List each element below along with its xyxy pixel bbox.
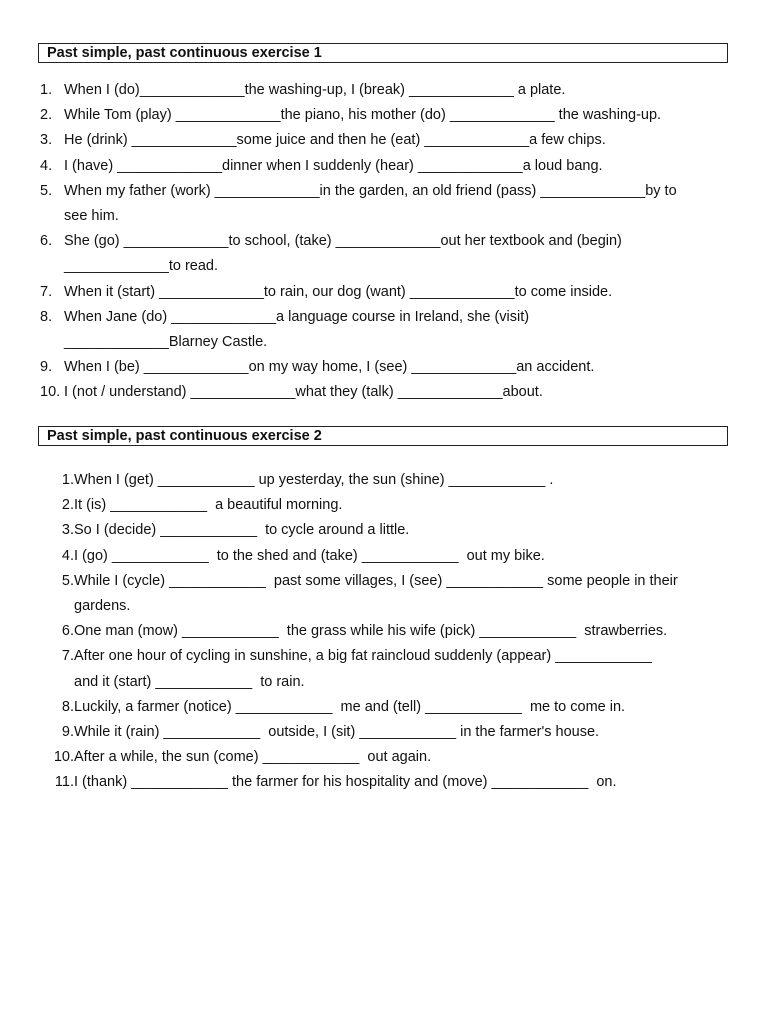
item-text-continued: and it (start) ____________ to rain. [74,673,305,690]
item-number: 7. [61,648,74,665]
item-number: 4. [61,547,74,564]
item-number: 7. [40,283,53,300]
exercise-item [40,229,730,279]
exercise-item [40,569,730,619]
exercise-2-title: Past simple, past continuous exercise 2 [38,426,728,446]
item-text: She (go) _____________to school, (take) _____________out her textbook and (begin) [64,233,622,250]
item-number: 6. [40,233,53,250]
item-text: When I (be) _____________on my way home, I (see) _____________an accident. [64,359,595,376]
exercise-item [40,695,730,720]
exercise-item [40,280,730,305]
item-number: 2. [61,497,74,514]
exercise-item [40,619,730,644]
item-text: When my father (work) _____________in the garden, an old friend (pass) _____________by to [64,182,677,199]
item-number: 5. [40,182,53,199]
exercise-1-list [40,78,730,406]
item-text: After a while, the sun (come) ____________ out again. [74,749,432,766]
item-text: When I (get) ____________ up yesterday, the sun (shine) ____________ . [74,472,554,488]
item-text-continued: gardens. [74,598,131,615]
item-text-continued: _____________Blarney Castle. [64,334,268,351]
item-number: 9. [61,724,74,741]
item-text: After one hour of cycling in sunshine, a big fat raincloud suddenly (appear) ____________ [74,648,652,665]
item-text: I (thank) ____________ the farmer for his hospitality and (move) ____________ on. [74,774,617,791]
item-number: 8. [61,698,74,715]
item-number: 3. [40,132,53,149]
exercise-1-title: Past simple, past continuous exercise 1 [38,43,728,63]
exercise-item [40,544,730,569]
item-number: 9. [40,359,53,376]
item-number: 10. [40,384,61,401]
exercise-item [40,103,730,128]
item-text: I (have) _____________dinner when I suddenly (hear) _____________a loud bang. [64,157,603,174]
exercise-item [40,154,730,179]
exercise-item [40,644,730,694]
exercise-item [40,380,730,405]
item-number: 10. [53,749,74,766]
item-number: 2. [40,107,53,124]
item-number: 1. [61,472,74,488]
item-text: When it (start) _____________to rain, our dog (want) _____________to come inside. [64,283,613,300]
item-text: When Jane (do) _____________a language course in Ireland, she (visit) [64,308,530,325]
exercise-item [40,355,730,380]
item-text: While it (rain) ____________ outside, I (sit) ____________ in the farmer's house. [74,724,600,741]
exercise-item [40,745,730,770]
item-text: I (go) ____________ to the shed and (take) ____________ out my bike. [74,547,545,564]
exercise-item [40,468,730,493]
item-number: 11. [54,774,74,791]
exercise-item [40,770,730,795]
item-text: While Tom (play) _____________the piano, his mother (do) _____________ the washing-up. [64,107,662,124]
item-number: 4. [40,157,53,174]
item-text: One man (mow) ____________ the grass while his wife (pick) ____________ strawberries. [74,623,668,640]
item-text: It (is) ____________ a beautiful morning. [74,497,343,514]
item-text: I (not / understand) _____________what they (talk) _____________about. [64,384,543,401]
item-text: Luckily, a farmer (notice) ____________ me and (tell) ____________ me to come in. [74,698,626,715]
item-text-continued: _____________to read. [64,258,219,275]
exercise-item [40,78,730,103]
exercise-item [40,720,730,745]
item-number: 1. [40,82,53,98]
exercise-item [40,179,730,229]
item-number: 3. [61,522,74,539]
exercise-item [40,493,730,518]
item-number: 8. [40,308,53,325]
item-text: He (drink) _____________some juice and then he (eat) _____________a few chips. [64,132,606,149]
item-text: While I (cycle) ____________ past some villages, I (see) ____________ some people in their [74,572,678,589]
item-number: 5. [61,572,74,589]
item-text-continued: see him. [64,208,119,225]
exercise-2-list [40,468,730,796]
exercise-item [40,128,730,153]
exercise-item [40,518,730,543]
item-text: When I (do)_____________the washing-up, I (break) _____________ a plate. [64,82,566,98]
item-number: 6. [61,623,74,640]
exercise-item [40,305,730,355]
item-text: So I (decide) ____________ to cycle around a little. [74,522,410,539]
